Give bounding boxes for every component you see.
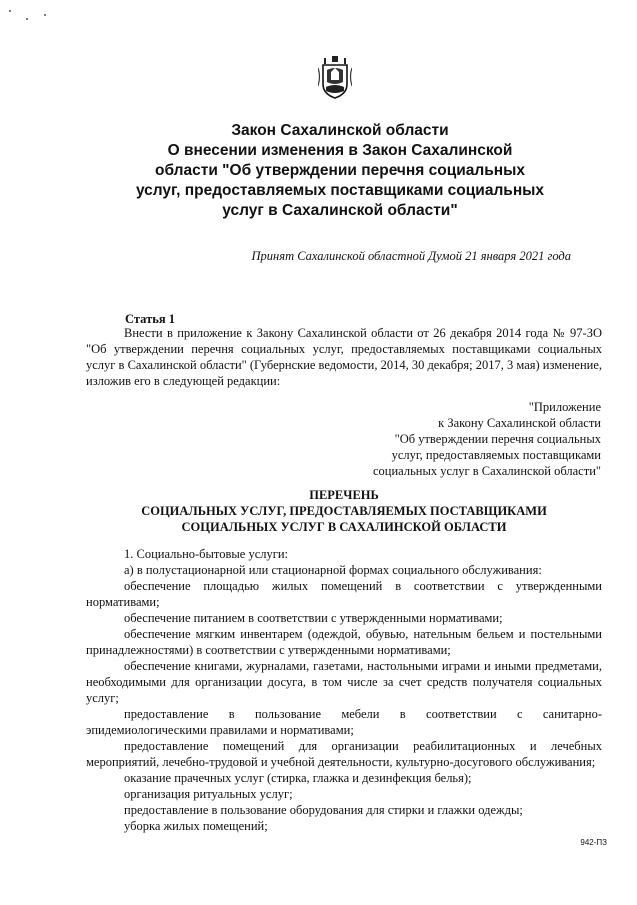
appendix-line: "Об утверждении перечня социальных [394,432,601,446]
title-line: Закон Сахалинской области [231,122,449,139]
list-title-line: ПЕРЕЧЕНЬ [309,488,379,502]
law-title [70,121,610,221]
title-line: области "Об утверждении перечня социальных [155,162,525,179]
article-text: Внести в приложение к Закону Сахалинской области от 26 декабря 2014 года № 97-ЗО "Об утверждении перечня социальных услуг, предоставляемых поставщиками социальных услуг в Сахалинской области" (Губернские ведомости, 2014, 30 декабря; 2017, 3 мая) изменение, изложив его в следующей редакции: [86,326,602,388]
list-title-line: СОЦИАЛЬНЫХ УСЛУГ В САХАЛИНСКОЙ ОБЛАСТИ [181,520,507,534]
appendix-line: услуг, предоставляемых поставщиками [391,448,601,462]
list-title [86,487,602,535]
list-item: обеспечение книгами, журналами, газетами, настольными играми и иными предметами, необходимыми для организации досуга, в том числе за счет средств получателя социальных услуг; [86,659,602,705]
list-item: обеспечение питанием в соответствии с утвержденными нормативами; [124,611,503,625]
document-code: 942-ПЗ [580,838,607,847]
appendix-line: социальных услуг в Сахалинской области" [373,464,601,478]
title-line: О внесении изменения в Закон Сахалинской [167,142,513,159]
scan-speck [9,10,11,12]
services-list [86,546,602,834]
list-item: предоставление помещений для организации реабилитационных и лечебных мероприятий, лечебно-трудовой и учебной деятельности, культурно-досугового обслуживания; [86,739,602,769]
list-item: организация ритуальных услуг; [124,787,293,801]
list-title-line: СОЦИАЛЬНЫХ УСЛУГ, ПРЕДОСТАВЛЯЕМЫХ ПОСТАВЩИКАМИ [141,504,547,518]
list-item: 1. Социально-бытовые услуги: [124,547,289,561]
scan-speck [26,18,28,20]
appendix-reference [301,399,601,479]
scan-speck [44,14,46,16]
coat-of-arms-icon [318,56,352,100]
list-item: обеспечение площадью жилых помещений в соответствии с утвержденными нормативами; [86,579,602,609]
list-item: оказание прачечных услуг (стирка, глажка и дезинфекция белья); [124,771,472,785]
list-item: предоставление в пользование оборудования для стирки и глажки одежды; [124,803,523,817]
list-item: уборка жилых помещений; [124,819,268,833]
title-line: услуг в Сахалинской области" [222,202,458,219]
appendix-line: к Закону Сахалинской области [438,416,601,430]
adoption-note: Принят Сахалинской областной Думой 21 января 2021 года [251,249,571,263]
list-item: предоставление в пользование мебели в соответствии с санитарно-эпидемиологическими правилами и нормативами; [86,707,602,737]
list-item: а) в полустационарной или стационарной формах социального обслуживания: [124,563,542,577]
article-heading: Статья 1 [125,312,175,326]
title-line: услуг, предоставляемых поставщиками социальных [135,182,545,199]
appendix-line: "Приложение [528,400,601,414]
list-item: обеспечение мягким инвентарем (одеждой, обувью, нательным бельем и постельными принадлежностями) в соответствии с утвержденными нормативами; [86,627,602,657]
